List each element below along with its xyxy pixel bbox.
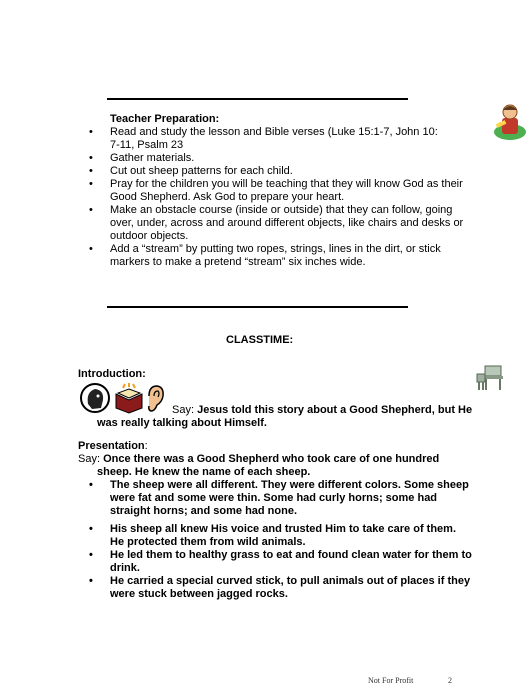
classtime-heading: CLASSTIME: (226, 334, 294, 346)
list-item (89, 549, 509, 575)
list-item-line: • Pray for the children you will be teaching that they will know God as their (110, 178, 463, 190)
list-item-line: • He led them to healthy grass to eat and found clean water for them to (110, 549, 472, 561)
presentation-list-2 (89, 523, 509, 601)
list-item-line: • He carried a special curved stick, to pull animals out of places if they (110, 575, 471, 587)
list-item-line: • Cut out sheep patterns for each child. (110, 165, 293, 177)
introduction-say-label: Say: (172, 404, 195, 416)
list-item (89, 523, 509, 549)
footer-text: Not For Profit (368, 676, 414, 685)
list-item-line: • His sheep all knew His voice and trusted Him to take care of them. (110, 523, 456, 535)
list-item-line: Good Shepherd. Ask God to prepare your heart. (110, 191, 345, 203)
list-item (89, 165, 489, 178)
presentation-heading-colon: : (144, 440, 148, 452)
middle-divider (107, 306, 408, 308)
list-item (89, 178, 489, 204)
list-item-line: • Read and study the lesson and Bible verses (Luke 15:1-7, John 10: (110, 126, 438, 138)
introduction-heading: Introduction: (78, 368, 146, 380)
head-icon (78, 382, 112, 414)
top-divider (107, 98, 408, 100)
teacher-prep-list (89, 126, 489, 269)
list-item-line: straight horns; and some had none. (110, 505, 298, 517)
introduction-text: Jesus told this story about a Good Shepherd, but He (197, 404, 473, 416)
list-item (89, 575, 509, 601)
teacher-prep-heading: Teacher Preparation: (110, 113, 220, 125)
list-item (89, 479, 509, 518)
desk-icon (475, 362, 505, 392)
presentation-list-1 (89, 479, 509, 518)
presentation-heading (78, 440, 148, 453)
list-item-line: markers to make a pretend “stream” six inches wide. (110, 256, 366, 268)
presentation-intro-text: Once there was a Good Shepherd who took care of one hundred (103, 453, 440, 465)
presentation-intro-line1 (78, 453, 439, 466)
book-icon (113, 382, 145, 414)
list-item (89, 152, 489, 165)
list-item (89, 126, 489, 152)
list-item-line: • Add a “stream” by putting two ropes, strings, lines in the dirt, or stick (110, 243, 441, 255)
list-item-line: • Make an obstacle course (inside or outside) that they can follow, going (110, 204, 453, 216)
list-item-line: outdoor objects. (110, 230, 189, 242)
list-item (89, 204, 489, 243)
list-item-line: over, under, across and around different objects, like chairs and desks or (110, 217, 464, 229)
list-item-line: • Gather materials. (110, 152, 195, 164)
introduction-text-line2: was really talking about Himself. (97, 417, 267, 429)
list-item-line: He protected them from wild animals. (110, 536, 306, 548)
teacher-icon (492, 100, 528, 140)
list-item-line: drink. (110, 562, 140, 574)
ear-icon (145, 384, 165, 414)
list-item-line: 7-11, Psalm 23 (110, 139, 184, 151)
list-item-line: were fat and some were thin. Some had curly horns; some had (110, 492, 438, 504)
presentation-say-label: Say: (78, 453, 101, 465)
list-item (89, 243, 489, 269)
page-number: 2 (448, 676, 452, 685)
list-item-line: • The sheep were all different. They were different colors. Some sheep (110, 479, 469, 491)
presentation-heading-text: Presentation (78, 440, 145, 452)
introduction-text-line1 (172, 404, 472, 417)
list-item-line: were stuck between jagged rocks. (110, 588, 288, 600)
presentation-intro-line2: sheep. He knew the name of each sheep. (97, 466, 311, 478)
